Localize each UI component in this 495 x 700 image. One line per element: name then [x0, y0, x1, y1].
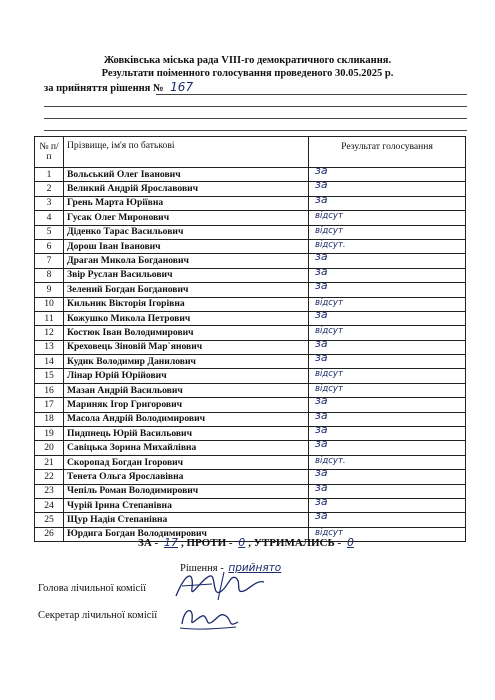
table-row: [35, 498, 466, 512]
vote-table: [34, 136, 466, 542]
vote-result: за: [315, 178, 328, 192]
vote-result: відсут: [315, 527, 343, 538]
row-number: 2: [35, 182, 64, 196]
deputy-name: Великий Андрій Ярославович: [64, 182, 309, 196]
column-header-number: № п/п: [35, 137, 64, 168]
vote-result-cell: [309, 192, 466, 210]
blank-line: [156, 94, 467, 95]
row-number: 16: [35, 383, 64, 397]
row-number: 14: [35, 355, 64, 369]
row-number: 7: [35, 254, 64, 268]
vote-result: за: [315, 437, 328, 451]
decision-result-label: Рішення -: [180, 563, 224, 574]
deputy-name: Чурій Ірина Степанівна: [64, 498, 309, 512]
vote-result-cell: [309, 423, 466, 441]
table-row: [35, 340, 466, 354]
vote-result-cell: [309, 437, 466, 455]
deputy-name: Костюк Іван Володимирович: [64, 326, 309, 340]
table-row: [35, 211, 466, 225]
vote-totals: [0, 536, 495, 549]
table-row: [35, 283, 466, 297]
row-number: 10: [35, 297, 64, 311]
vote-result: за: [315, 336, 328, 350]
table-row: [35, 455, 466, 469]
table-row: [35, 470, 466, 484]
vote-result-cell: [309, 297, 466, 311]
vote-result: за: [315, 394, 328, 408]
table-row: [35, 168, 466, 182]
vote-result-cell: [309, 279, 466, 297]
deputy-name: Діденко Тарас Васильович: [64, 225, 309, 239]
vote-result: за: [315, 408, 328, 422]
row-number: 22: [35, 470, 64, 484]
row-number: 15: [35, 369, 64, 383]
deputy-name: Щур Надія Степанівна: [64, 513, 309, 527]
vote-result: за: [315, 509, 328, 523]
row-number: 11: [35, 311, 64, 325]
vote-result: за: [315, 494, 328, 508]
row-number: 8: [35, 268, 64, 282]
deputy-name: Дорош Іван Іванович: [64, 239, 309, 253]
deputy-name: Кильник Вікторія Ігорівна: [64, 297, 309, 311]
row-number: 13: [35, 340, 64, 354]
for-value: 17: [163, 536, 178, 549]
table-row: [35, 225, 466, 239]
row-number: 18: [35, 412, 64, 426]
vote-result-cell: [309, 408, 466, 426]
vote-result-cell: [309, 239, 466, 253]
row-number: 12: [35, 326, 64, 340]
table-row: [35, 383, 466, 397]
vote-result: за: [315, 351, 328, 365]
decision-number: 167: [170, 80, 194, 94]
vote-result-cell: [309, 178, 466, 196]
vote-result: за: [315, 307, 328, 321]
deputy-name: Креховець Зіновій Мар`янович: [64, 340, 309, 354]
row-number: 1: [35, 168, 64, 182]
table-row: [35, 297, 466, 311]
deputy-name: Грень Марта Юріївна: [64, 196, 309, 210]
council-title: Жовківська міська рада VIII-го демократичного скликання.: [103, 55, 392, 66]
table-row: [35, 311, 466, 325]
table-row: [35, 268, 466, 282]
vote-result-cell: [309, 394, 466, 412]
deputy-name: Юрдига Богдан Володимирович: [64, 527, 309, 541]
decision-result-value: прийнято: [228, 562, 282, 574]
vote-result: за: [315, 423, 328, 437]
vote-result: відсут.: [315, 239, 346, 250]
against-value: 0: [238, 536, 246, 549]
deputy-name: Пидпнець Юрій Васильович: [64, 427, 309, 441]
column-header-name: Прізвище, ім'я по батькові: [64, 137, 309, 168]
deputy-name: Савіцька Зорина Михайлівна: [64, 441, 309, 455]
vote-table-body: [35, 164, 466, 542]
table-row: [35, 239, 466, 253]
abstain-value: 0: [346, 536, 354, 549]
vote-result-cell: [309, 480, 466, 498]
table-row: [35, 398, 466, 412]
table-row: [35, 326, 466, 340]
row-number: 3: [35, 196, 64, 210]
table-row: [35, 484, 466, 498]
vote-result: відсут: [315, 369, 343, 380]
vote-results-title: Результати поіменного голосування проведеного 30.05.2025 р.: [101, 68, 394, 79]
blank-line: [44, 118, 467, 119]
deputy-name: Кожушко Микола Петрович: [64, 311, 309, 325]
vote-result: за: [315, 250, 328, 264]
deputy-name: Вольський Олег Іванович: [64, 168, 309, 182]
table-row: [35, 196, 466, 210]
column-header-result: Результат голосування: [309, 137, 466, 168]
deputy-name: Лінар Юрій Юрійович: [64, 369, 309, 383]
row-number: 9: [35, 283, 64, 297]
table-row: [35, 182, 466, 196]
vote-result-cell: [309, 326, 466, 340]
row-number: 21: [35, 455, 64, 469]
vote-result: за: [315, 164, 328, 177]
deputy-name: Гусак Олег Миронович: [64, 211, 309, 225]
vote-result-cell: [309, 336, 466, 354]
deputy-name: Зелений Богдан Богданович: [64, 283, 309, 297]
chair-signature-label: Голова лічильної комісії: [38, 583, 147, 594]
deputy-name: Мариняк Ігор Григорович: [64, 398, 309, 412]
table-header-row: [35, 137, 466, 168]
row-number: 26: [35, 527, 64, 541]
vote-result-cell: [309, 164, 466, 182]
vote-result: за: [315, 466, 328, 480]
row-number: 17: [35, 398, 64, 412]
row-number: 6: [35, 239, 64, 253]
row-number: 5: [35, 225, 64, 239]
vote-result-cell: [309, 351, 466, 369]
vote-result-cell: [309, 307, 466, 325]
row-number: 23: [35, 484, 64, 498]
vote-result-cell: [309, 494, 466, 512]
deputy-name: Кудик Володимир Данилович: [64, 355, 309, 369]
vote-result-cell: [309, 466, 466, 484]
vote-result: відсут: [315, 297, 343, 308]
table-row: [35, 254, 466, 268]
vote-result-cell: [309, 264, 466, 282]
vote-result-cell: [309, 211, 466, 225]
deputy-name: Скоропад Богдан Ігорович: [64, 455, 309, 469]
table-row: [35, 427, 466, 441]
row-number: 19: [35, 427, 64, 441]
vote-result: за: [315, 192, 328, 206]
row-number: 24: [35, 498, 64, 512]
vote-result-cell: [309, 369, 466, 383]
vote-result-cell: [309, 225, 466, 239]
vote-result: відсут: [315, 211, 343, 222]
vote-result: відсут: [315, 225, 343, 236]
row-number: 4: [35, 211, 64, 225]
table-row: [35, 412, 466, 426]
blank-line: [44, 130, 467, 131]
deputy-name: Чепіль Роман Володимирович: [64, 484, 309, 498]
vote-result-cell: [309, 455, 466, 469]
blank-line: [44, 106, 467, 107]
decision-line: [44, 80, 193, 94]
table-row: [35, 513, 466, 527]
decision-label: за прийняття рішення №: [44, 83, 164, 94]
secretary-signature-label: Секретар лічильної комісії: [38, 610, 158, 621]
abstain-label: , УТРИМАЛИСЬ -: [248, 537, 342, 549]
table-row: [35, 355, 466, 369]
table-row: [35, 369, 466, 383]
for-label: ЗА -: [138, 537, 159, 549]
vote-result: відсут: [315, 383, 343, 394]
vote-result-cell: [309, 250, 466, 268]
deputy-name: Масола Андрій Володимирович: [64, 412, 309, 426]
row-number: 25: [35, 513, 64, 527]
vote-result: за: [315, 264, 328, 278]
vote-result: за: [315, 279, 328, 293]
deputy-name: Мазан Андрій Васильович: [64, 383, 309, 397]
deputy-name: Драган Микола Богданович: [64, 254, 309, 268]
secretary-signature-icon: [176, 600, 246, 632]
vote-result: за: [315, 480, 328, 494]
deputy-name: Звір Руслан Васильович: [64, 268, 309, 282]
row-number: 20: [35, 441, 64, 455]
table-row: [35, 441, 466, 455]
vote-result: відсут.: [315, 455, 346, 466]
against-label: , ПРОТИ -: [180, 537, 233, 549]
vote-result-cell: [309, 383, 466, 397]
deputy-name: Тенета Ольга Ярославівна: [64, 470, 309, 484]
vote-result: відсут: [315, 326, 343, 337]
vote-result-cell: [309, 509, 466, 527]
